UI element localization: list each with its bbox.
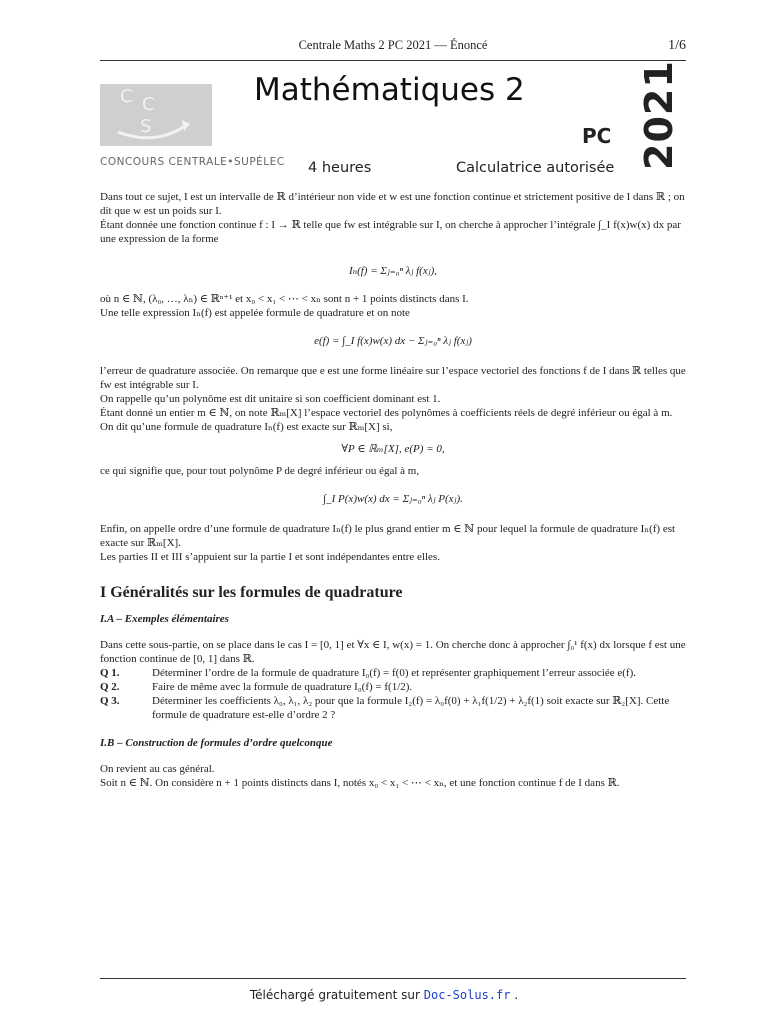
year-text: 2021 bbox=[637, 60, 681, 170]
question-3 bbox=[100, 694, 686, 722]
formula-error: e(f) = ∫_I f(x)w(x) dx − Σⱼ₌₀ⁿ λⱼ f(xⱼ) bbox=[314, 335, 472, 347]
question-label: Q 2. bbox=[100, 681, 120, 693]
paragraph-IB-1: On revient au cas général. bbox=[100, 763, 215, 775]
ccs-logo bbox=[100, 84, 212, 146]
paragraph-telle: Une telle expression Iₙ(f) est appelée formule de quadrature et on note bbox=[100, 307, 410, 319]
paragraph-IB-2: Soit n ∈ ℕ. On considère n + 1 points distincts dans I, notés x₀ < x₁ < ⋯ < xₙ, et une fonction continue f de I dans ℝ. bbox=[100, 777, 620, 789]
logo-letter-c2: C bbox=[142, 94, 155, 115]
question-label: Q 3. bbox=[100, 695, 120, 707]
paragraph-exacte: Étant donné un entier m ∈ ℕ, on note ℝₘ[X] l’espace vectoriel des polynômes à coefficients réels de degré inférieur ou égal à m. On dit qu’une formule de quadrature Iₙ(f) est exacte sur ℝₘ[X] si, bbox=[100, 407, 673, 433]
subsection-heading-IA: I.A – Exemples élémentaires bbox=[100, 613, 229, 625]
formula-forall: ∀P ∈ ℝₘ[X], e(P) = 0, bbox=[341, 443, 445, 455]
question-text: Déterminer les coefficients λ₀, λ₁, λ₂ pour que la formule I₂(f) = λ₀f(0) + λ₁f(1/2) + λ₂f(1) soit exacte sur ℝ₂[X]. Cette formule de quadrature est-elle d’ordre 2 ? bbox=[152, 695, 670, 721]
exam-title: Mathématiques 2 bbox=[254, 72, 525, 108]
page-footer bbox=[0, 988, 768, 1002]
subsection-heading-IB: I.B – Construction de formules d’ordre quelconque bbox=[100, 737, 333, 749]
document-body bbox=[100, 190, 686, 790]
footer-rule bbox=[100, 978, 686, 979]
formula-In: Iₙ(f) = Σⱼ₌₀ⁿ λⱼ f(xⱼ), bbox=[348, 265, 438, 277]
logo-letter-c1: C bbox=[120, 86, 133, 107]
paragraph-ou: où n ∈ ℕ, (λ₀, …, λₙ) ∈ ℝⁿ⁺¹ et x₀ < x₁ < ⋯ < xₙ sont n + 1 points distincts dans I. bbox=[100, 293, 469, 305]
doc-solus-link[interactable]: Doc-Solus.fr bbox=[423, 988, 511, 1002]
question-text: Faire de même avec la formule de quadrature I₀(f) = f(1/2). bbox=[152, 681, 413, 693]
footer-end: . bbox=[514, 988, 519, 1002]
question-label: Q 1. bbox=[100, 667, 120, 679]
filiere-label: PC bbox=[582, 124, 612, 148]
paragraph-signifie: ce qui signifie que, pour tout polynôme P de degré inférieur ou égal à m, bbox=[100, 465, 420, 477]
duration-label: 4 heures bbox=[308, 160, 372, 176]
header-rule bbox=[100, 60, 686, 61]
question-1 bbox=[100, 666, 686, 680]
question-2 bbox=[100, 680, 686, 694]
header-title: Centrale Maths 2 PC 2021 — Énoncé bbox=[298, 38, 488, 52]
year-label bbox=[633, 60, 685, 172]
calculator-label: Calculatrice autorisée bbox=[456, 160, 615, 176]
intro-paragraph-2: Étant donnée une fonction continue f : I → ℝ telle que fw est intégrable sur I, on cherche à approcher l’intégrale ∫_I f(x)w(x) dx par une expression de la forme bbox=[100, 219, 681, 245]
logo-letter-s: S bbox=[140, 116, 152, 137]
logo-caption: CONCOURS CENTRALE•SUPÉLEC bbox=[100, 156, 285, 168]
intro-paragraph-1: Dans tout ce sujet, I est un intervalle de ℝ d’intérieur non vide et w est une fonction continue et strictement positive de I dans ℝ ; on dit que w est un poids sur I. bbox=[100, 191, 685, 217]
section-heading-I: I Généralités sur les formules de quadrature bbox=[100, 584, 403, 601]
paragraph-erreur: l’erreur de quadrature associée. On remarque que e est une forme linéaire sur l’espace vectoriel des fonctions f de I dans ℝ telles que fw est intégrable sur I. bbox=[100, 365, 686, 391]
formula-polynomial: ∫_I P(x)w(x) dx = Σⱼ₌₀ⁿ λⱼ P(xⱼ). bbox=[323, 493, 463, 505]
page-header bbox=[100, 38, 686, 58]
paragraph-IA: Dans cette sous-partie, on se place dans le cas I = [0, 1] et ∀x ∈ I, w(x) = 1. On cherche donc à approcher ∫₀¹ f(x) dx lorsque f est une fonction continue de [0, 1] dans ℝ. bbox=[100, 639, 686, 665]
paragraph-ordre: Enfin, on appelle ordre d’une formule de quadrature Iₙ(f) le plus grand entier m ∈ ℕ pour lequel la formule de quadrature Iₙ(f) est exacte sur ℝₘ[X]. bbox=[100, 523, 676, 549]
paragraph-unitaire: On rappelle qu’un polynôme est dit unitaire si son coefficient dominant est 1. bbox=[100, 393, 441, 405]
question-text: Déterminer l’ordre de la formule de quadrature I₀(f) = f(0) et représenter graphiquement l’erreur associée e(f). bbox=[152, 667, 637, 679]
paragraph-parties: Les parties II et III s’appuient sur la partie I et sont indépendantes entre elles. bbox=[100, 551, 440, 563]
footer-text: Téléchargé gratuitement sur bbox=[249, 988, 420, 1002]
page-number: 1/6 bbox=[668, 38, 686, 53]
